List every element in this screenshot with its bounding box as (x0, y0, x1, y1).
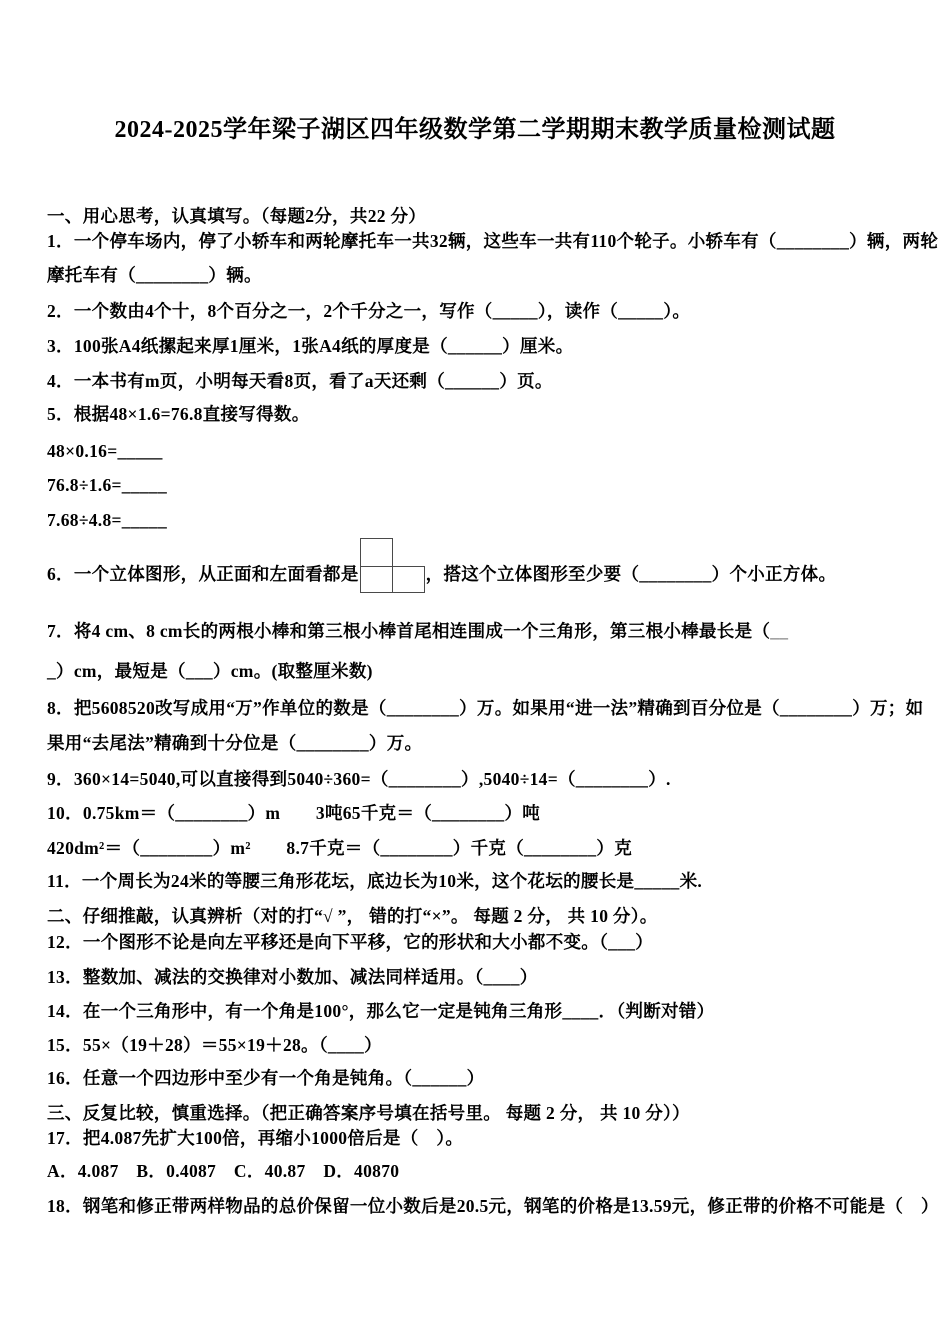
question-15: 15．55×（19＋28）＝55×19＋28。（____） (47, 1035, 382, 1055)
question-8-line-1: 8．把5608520改写成用“万”作单位的数是（________）万。如果用“进一法”精确到百分位是（________）万；如 (47, 698, 924, 718)
question-10-line-2: 420dm²＝（________）m² 8.7千克＝（________）千克（________）克 (47, 838, 633, 858)
question-8-line-2: 果用“去尾法”精确到十分位是（________）万。 (47, 733, 423, 753)
question-6-text-before: 6．一个立体图形，从正面和左面看都是 (47, 564, 359, 584)
question-11: 11．一个周长为24米的等腰三角形花坛，底边长为10米，这个花坛的腰长是_____米. (47, 871, 703, 891)
figure-square (392, 566, 425, 593)
question-7-line-1 (47, 619, 788, 643)
question-4: 4．一本书有m页，小明每天看8页，看了a天还剩（______）页。 (47, 371, 553, 391)
question-10-line-1: 10．0.75km＝（________）m 3吨65千克＝（________）吨 (47, 803, 541, 823)
question-5-calc-3: 7.68÷4.8=_____ (47, 510, 168, 530)
page-title: 2024-2025学年梁子湖区四年级数学第二学期期末教学质量检测试题 (114, 117, 836, 143)
question-5: 5．根据48×1.6=76.8直接写得数。 (47, 404, 310, 424)
question-6 (47, 534, 836, 593)
question-6-text-after: ，搭这个立体图形至少要（________）个小正方体。 (425, 564, 837, 584)
question-12: 12．一个图形不论是向左平移还是向下平移，它的形状和大小都不变。（___） (47, 932, 654, 952)
question-9: 9．360×14=5040,可以直接得到5040÷360=（________）,5040÷14=（________）. (47, 769, 671, 789)
section-1-heading: 一、用心思考，认真填写。（每题2分，共22 分） (47, 206, 427, 226)
cube-view-figure (360, 538, 425, 593)
figure-square (360, 538, 393, 567)
section-3-heading: 三、反复比较，慎重选择。（把正确答案序号填在括号里。 每题 2 分， 共 10 分）） (47, 1103, 690, 1123)
question-7-line-2: _）cm，最短是（___）cm。(取整厘米数) (47, 661, 373, 681)
question-5-calc-2: 76.8÷1.6=_____ (47, 475, 168, 495)
question-7-blank: __ (770, 621, 789, 641)
question-13: 13．整数加、减法的交换律对小数加、减法同样适用。（____） (47, 967, 538, 987)
figure-square (360, 566, 393, 593)
question-14: 14．在一个三角形中，有一个角是100°，那么它一定是钝角三角形____．（判断对错） (47, 1001, 715, 1021)
question-2: 2．一个数由4个十，8个百分之一，2个千分之一，写作（_____），读作（_____）。 (47, 301, 691, 321)
question-1-line-2: 摩托车有（________）辆。 (47, 265, 262, 285)
question-1-line-1: 1．一个停车场内，停了小轿车和两轮摩托车一共32辆，这些车一共有110个轮子。小轿车有（________）辆，两轮 (47, 231, 939, 251)
figure-bottom-row (360, 566, 425, 593)
question-17-options: A．4.087 B．0.4087 C．40.87 D．40870 (47, 1161, 400, 1181)
question-5-calc-1: 48×0.16=_____ (47, 441, 163, 461)
section-2-heading: 二、仔细推敲，认真辨析（对的打“√ ”， 错的打“×”。 每题 2 分， 共 10 分）。 (47, 906, 658, 926)
question-17: 17．把4.087先扩大100倍，再缩小1000倍后是（ ）。 (47, 1128, 464, 1148)
question-7-text: 7．将4 cm、8 cm长的两根小棒和第三根小棒首尾相连围成一个三角形，第三根小棒最长是（ (47, 621, 771, 641)
question-16: 16．任意一个四边形中至少有一个角是钝角。（______） (47, 1068, 485, 1088)
question-3: 3．100张A4纸摞起来厚1厘米，1张A4纸的厚度是（______）厘米。 (47, 336, 574, 356)
question-18: 18．钢笔和修正带两样物品的总价保留一位小数后是20.5元，钢笔的价格是13.59元，修正带的价格不可能是（ ） (47, 1196, 939, 1216)
